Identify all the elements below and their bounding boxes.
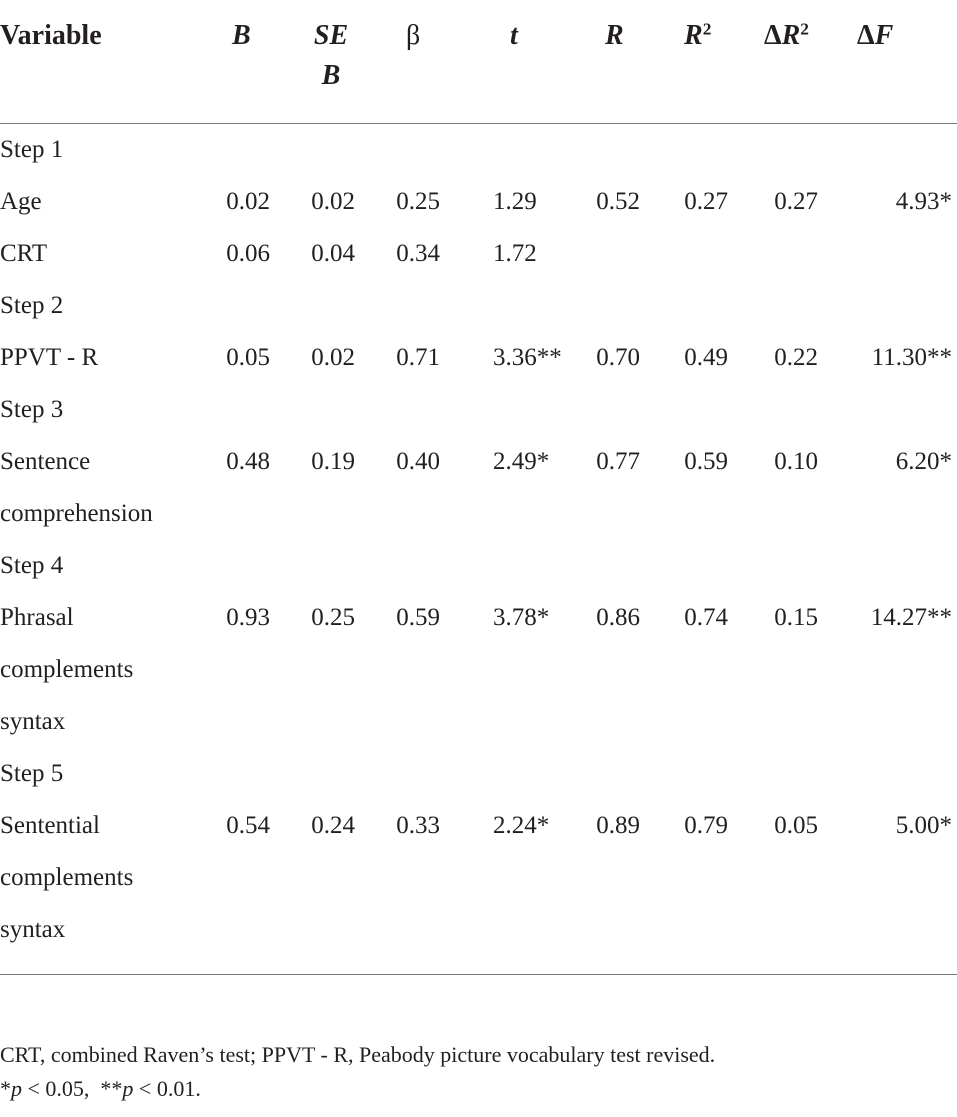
cell-b: 0.48 (226, 448, 270, 475)
footnote-p1-var: p (11, 1076, 22, 1101)
cell-delta-r2: 0.05 (774, 812, 818, 839)
table-row (0, 228, 957, 280)
cell-b: 0.06 (226, 240, 270, 267)
cell-delta-r2: 0.15 (774, 604, 818, 631)
cell-variable: comprehension (0, 500, 153, 527)
cell-variable: Step 1 (0, 136, 64, 163)
cell-beta: 0.40 (396, 448, 440, 475)
header-delta-r2-base: R (781, 20, 801, 51)
cell-se: 0.04 (311, 240, 355, 267)
table-row (0, 540, 957, 592)
table-row (0, 332, 957, 384)
cell-delta-f: 14.27** (870, 604, 952, 631)
cell-variable: complements (0, 864, 134, 891)
cell-r2: 0.74 (684, 604, 728, 631)
cell-variable: Sentence (0, 448, 91, 475)
footnote-significance (0, 1072, 201, 1106)
cell-variable: complements (0, 656, 134, 683)
header-delta-r2-delta: Δ (764, 20, 782, 51)
cell-r: 0.70 (596, 344, 640, 371)
header-r2 (684, 16, 711, 56)
cell-variable: Phrasal (0, 604, 74, 631)
table-row (0, 124, 957, 176)
cell-delta-f: 6.20* (895, 448, 952, 475)
table-row (0, 748, 957, 800)
footnote-abbreviations: CRT, combined Raven’s test; PPVT - R, Peabody picture vocabulary test revised. (0, 1042, 716, 1067)
footnote-p1-rest: < 0.05, ** (22, 1076, 123, 1101)
table-row (0, 176, 957, 228)
header-delta-f-base: F (874, 20, 894, 51)
table-row (0, 644, 957, 696)
table-row (0, 280, 957, 332)
header-se-line2: B (321, 60, 341, 91)
table-row (0, 436, 957, 488)
cell-b: 0.54 (226, 812, 270, 839)
header-delta-f (857, 16, 893, 56)
header-b: B (232, 20, 251, 51)
cell-b: 0.93 (226, 604, 270, 631)
footnote-p1-prefix: * (0, 1076, 11, 1101)
header-r2-sup: 2 (702, 19, 712, 39)
cell-r2: 0.49 (684, 344, 728, 371)
table-row (0, 852, 957, 904)
table-row (0, 696, 957, 748)
cell-t: 2.49* (493, 448, 550, 475)
cell-t: 1.72 (493, 240, 537, 267)
cell-delta-r2: 0.22 (774, 344, 818, 371)
cell-variable: Step 5 (0, 760, 64, 787)
cell-variable: Age (0, 188, 42, 215)
header-variable: Variable (0, 20, 102, 51)
cell-delta-f: 4.93* (895, 188, 952, 215)
cell-r: 0.89 (596, 812, 640, 839)
cell-se: 0.19 (311, 448, 355, 475)
cell-r: 0.77 (596, 448, 640, 475)
table-row (0, 488, 957, 540)
cell-b: 0.02 (226, 188, 270, 215)
cell-se: 0.02 (311, 188, 355, 215)
table-row (0, 384, 957, 436)
cell-t: 2.24* (493, 812, 550, 839)
header-t: t (510, 20, 518, 51)
cell-t: 3.36** (493, 344, 562, 371)
cell-delta-f: 11.30** (871, 344, 952, 371)
cell-variable: PPVT - R (0, 344, 99, 371)
cell-r2: 0.27 (684, 188, 728, 215)
cell-t: 1.29 (493, 188, 537, 215)
cell-delta-r2: 0.10 (774, 448, 818, 475)
cell-r: 0.86 (596, 604, 640, 631)
cell-r: 0.52 (596, 188, 640, 215)
cell-se: 0.25 (311, 604, 355, 631)
header-se-line1: SE (313, 20, 349, 51)
cell-variable: Step 2 (0, 292, 64, 319)
cell-variable: syntax (0, 708, 66, 735)
cell-b: 0.05 (226, 344, 270, 371)
footnote-p2-var: p (122, 1076, 134, 1101)
cell-delta-f: 5.00* (895, 812, 952, 839)
cell-variable: CRT (0, 240, 48, 267)
cell-variable: Step 3 (0, 396, 64, 423)
cell-beta: 0.25 (396, 188, 440, 215)
table-row (0, 800, 957, 852)
header-delta-r2 (764, 16, 809, 56)
cell-se: 0.02 (311, 344, 355, 371)
cell-beta: 0.34 (396, 240, 440, 267)
header-r2-base: R (684, 20, 703, 51)
cell-variable: Step 4 (0, 552, 64, 579)
cell-beta: 0.71 (396, 344, 440, 371)
cell-variable: Sentential (0, 812, 100, 839)
table-row (0, 904, 957, 956)
cell-variable: syntax (0, 916, 66, 943)
header-se-b (311, 16, 351, 96)
cell-beta: 0.33 (396, 812, 440, 839)
cell-delta-r2: 0.27 (774, 188, 818, 215)
cell-r2: 0.59 (684, 448, 728, 475)
cell-se: 0.24 (311, 812, 355, 839)
header-delta-r2-sup: 2 (800, 19, 809, 39)
cell-t: 3.78* (493, 604, 550, 631)
header-beta: β (406, 20, 421, 51)
footnote-p2-rest: < 0.01. (133, 1076, 201, 1101)
header-delta-f-delta: Δ (857, 20, 875, 51)
header-r: R (605, 20, 624, 51)
table-row (0, 592, 957, 644)
cell-r2: 0.79 (684, 812, 728, 839)
cell-beta: 0.59 (396, 604, 440, 631)
bottom-rule (0, 974, 957, 975)
